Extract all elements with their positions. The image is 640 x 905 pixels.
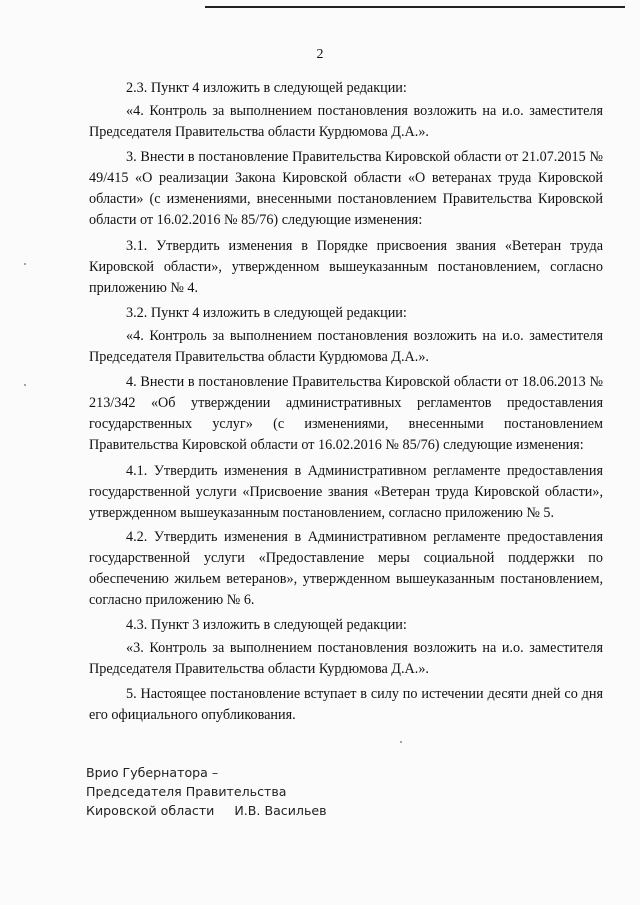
paragraph-4: 4. Внести в постановление Правительства Кировской области от 18.06.2013 № 213/342 «Об утверждении административных регламентов предоставления государственных услуг» (с изменениями, внесенными постановлением Правительства Кировской области от 16.02.2016 № 85/76) следующие изменения:	[89, 374, 603, 453]
scan-artifact-line	[205, 6, 625, 8]
signature-title-line1: Врио Губернатора –	[86, 765, 219, 780]
paragraph-3-1: 3.1. Утвердить изменения в Порядке присвоения звания «Ветеран труда Кировской области», утвержденном вышеуказанным постановлением, согласно приложению № 4.	[89, 238, 603, 296]
signature-name-line: Кировской области И.В. Васильев	[86, 803, 327, 818]
paragraph-2-3-text: «4. Контроль за выполнением постановления возложить на и.о. заместителя Председателя Правительства области Курдюмова Д.А.».	[89, 103, 603, 140]
paragraph-3: 3. Внести в постановление Правительства Кировской области от 21.07.2015 № 49/415 «О реализации Закона Кировской области «О ветеранах труда Кировской области» (с изменениями, внесенными постановлением Правительства Кировской области от 16.02.2016 № 85/76) следующие изменения:	[89, 149, 603, 228]
signature-title-line2: Председателя Правительства	[86, 784, 287, 799]
paragraph-4-1: 4.1. Утвердить изменения в Административном регламенте предоставления государственной услуги «Присвоение звания «Ветеран труда Кировской области», утвержденном вышеуказанным постановлением, согласно приложению № 5.	[89, 463, 603, 521]
paragraph-4-3: 4.3. Пункт 3 изложить в следующей редакции:	[126, 617, 407, 633]
paragraph-4-2: 4.2. Утвердить изменения в Административном регламенте предоставления государственной услуги «Предоставление меры социальной поддержки по обеспечению жильем ветеранов», утвержденном вышеуказанным постановлением, согласно приложению № 6.	[89, 529, 603, 608]
paragraph-2-3: 2.3. Пункт 4 изложить в следующей редакции:	[126, 80, 407, 96]
paragraph-4-3-text: «3. Контроль за выполнением постановления возложить на и.о. заместителя Председателя Правительства области Курдюмова Д.А.».	[89, 640, 603, 677]
scan-speck	[24, 384, 26, 386]
paragraph-5: 5. Настоящее постановление вступает в силу по истечении десяти дней со дня его официального опубликования.	[89, 686, 603, 723]
scan-speck	[24, 263, 26, 265]
page-number: 2	[316, 47, 324, 62]
paragraph-3-2: 3.2. Пункт 4 изложить в следующей редакции:	[126, 305, 407, 321]
paragraph-3-2-text: «4. Контроль за выполнением постановления возложить на и.о. заместителя Председателя Правительства области Курдюмова Д.А.».	[89, 328, 603, 365]
scan-speck	[400, 741, 402, 743]
